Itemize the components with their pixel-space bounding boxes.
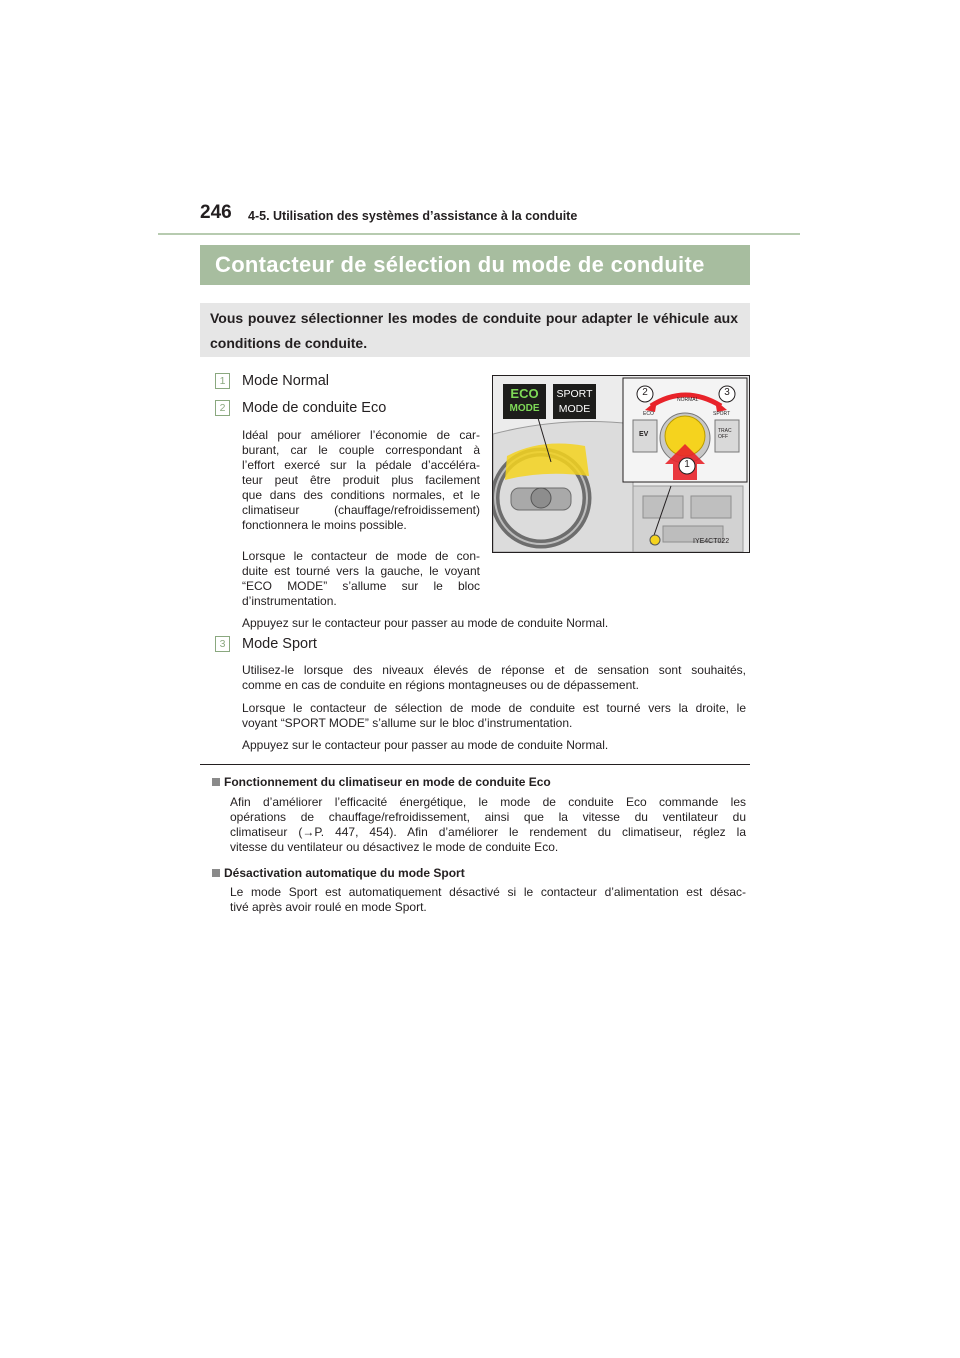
- eco-desc-line: burant, car le couple correspondant à: [242, 443, 480, 457]
- intro-box: [200, 303, 750, 357]
- sport-description: [242, 663, 746, 693]
- switch-sport-label: SPORT: [713, 411, 731, 417]
- note-heading-sport-off: [212, 866, 465, 880]
- note-heading-sport-off-text: Désactivation automatique du mode Sport: [224, 866, 465, 880]
- section-title-text: Contacteur de sélection du mode de conduite: [215, 252, 705, 277]
- ev-button-label: EV: [639, 431, 649, 438]
- switch-eco-label: ECO: [643, 411, 654, 417]
- note-eco-ac-line: vitesse du ventilateur ou désactivez le mode de conduite Eco.: [230, 840, 559, 854]
- figure-code: IYE4CT022: [693, 538, 730, 545]
- eco-ind-line: d’instrumentation.: [242, 594, 337, 608]
- drive-mode-illustration: [492, 375, 750, 553]
- eco-desc-line: l’effort exercé sur la pédale d’accéléra-: [242, 458, 480, 472]
- mode-normal-label: Mode Normal: [242, 373, 330, 389]
- eco-desc-line: fonctionnera le moins possible.: [242, 518, 407, 532]
- callout-1: 1: [684, 459, 690, 470]
- sport-ind-line: voyant “SPORT MODE” s’allume sur le bloc d’instrumentation.: [242, 716, 573, 730]
- section-title: [200, 245, 750, 285]
- note-sport-off-line: tivé après avoir roulé en mode Sport.: [230, 900, 427, 914]
- item-number-3: 3: [215, 636, 230, 652]
- sport-mode-indicator: [553, 387, 596, 417]
- eco-mode-line2: MODE: [509, 403, 540, 414]
- page-number: 246: [200, 202, 232, 223]
- eco-indicator-description: [242, 549, 480, 609]
- eco-ind-line: duite est tourné vers la gauche, le voyant: [242, 564, 480, 578]
- note-heading-eco-ac: [212, 775, 551, 789]
- note-sport-off-line: Le mode Sport est automatiquement désactivé si le contacteur d’alimentation est désac-: [230, 885, 746, 899]
- chapter-title: 4-5. Utilisation des systèmes d’assistance à la conduite: [248, 209, 578, 223]
- eco-desc-line: teur peut être produit plus facilement: [242, 473, 480, 487]
- callout-3: 3: [724, 387, 730, 398]
- sport-ind-line: Lorsque le contacteur de sélection de mode de conduite est tourné vers la droite, le: [242, 701, 746, 715]
- note-eco-ac-line: Afin d’améliorer l’efficacité énergétique, le mode de conduite Eco commande les: [230, 795, 746, 809]
- eco-return-note: Appuyez sur le contacteur pour passer au mode de conduite Normal.: [242, 616, 609, 630]
- note-eco-ac-line: opérations de chauffage/refroidissement, ainsi que la vitesse du ventilateur du: [230, 810, 746, 824]
- eco-desc-line: Idéal pour améliorer l’économie de car-: [242, 428, 480, 442]
- mode-eco-label: Mode de conduite Eco: [242, 400, 387, 416]
- note-eco-ac-line: climatiseur (→P. 447, 454). Afin d’améliorer le rendement du climatiseur, réglez la: [230, 825, 746, 839]
- intro-line-1: Vous pouvez sélectionner les modes de conduite pour adapter le véhicule aux: [210, 310, 738, 326]
- note-eco-ac-body: [230, 795, 746, 855]
- trac-off-button-label: [718, 428, 732, 440]
- sport-desc-line: comme en cas de conduite en régions montagneuses ou de dépassement.: [242, 678, 639, 692]
- sport-indicator-description: [242, 701, 746, 731]
- eco-mode-line1: ECO: [510, 386, 539, 401]
- intro-line-2: conditions de conduite.: [210, 335, 368, 351]
- eco-ind-line: “ECO MODE” s’allume sur le bloc: [242, 579, 480, 593]
- square-bullet-icon: [212, 869, 220, 877]
- header-rule: [158, 233, 800, 235]
- note-sport-off-body: [230, 885, 746, 915]
- item-number-1: 1: [215, 373, 230, 389]
- callout-2: 2: [642, 387, 648, 398]
- square-bullet-icon: [212, 778, 220, 786]
- sport-mode-line1: SPORT: [556, 388, 593, 400]
- off-label: OFF: [718, 434, 728, 440]
- item-number-2: 2: [215, 400, 230, 416]
- eco-desc-line: que dans des conditions normales, et le: [242, 488, 480, 502]
- switch-normal-label: NORMAL: [677, 397, 699, 403]
- sport-desc-line: Utilisez-le lorsque des niveaux élevés de réponse et de sensation sont souhaités,: [242, 663, 746, 677]
- eco-description: [242, 428, 480, 533]
- mode-sport-label: Mode Sport: [242, 636, 317, 652]
- sport-mode-line2: MODE: [558, 403, 591, 415]
- section-divider: [200, 764, 750, 765]
- eco-ind-line: Lorsque le contacteur de mode de con-: [242, 549, 480, 563]
- trac-label: TRAC: [718, 428, 732, 434]
- eco-mode-indicator: [503, 386, 546, 416]
- sport-return-note: Appuyez sur le contacteur pour passer au mode de conduite Normal.: [242, 738, 609, 752]
- note-heading-eco-ac-text: Fonctionnement du climatiseur en mode de conduite Eco: [224, 775, 551, 789]
- eco-desc-line: climatiseur (chauffage/refroidissement): [242, 503, 480, 517]
